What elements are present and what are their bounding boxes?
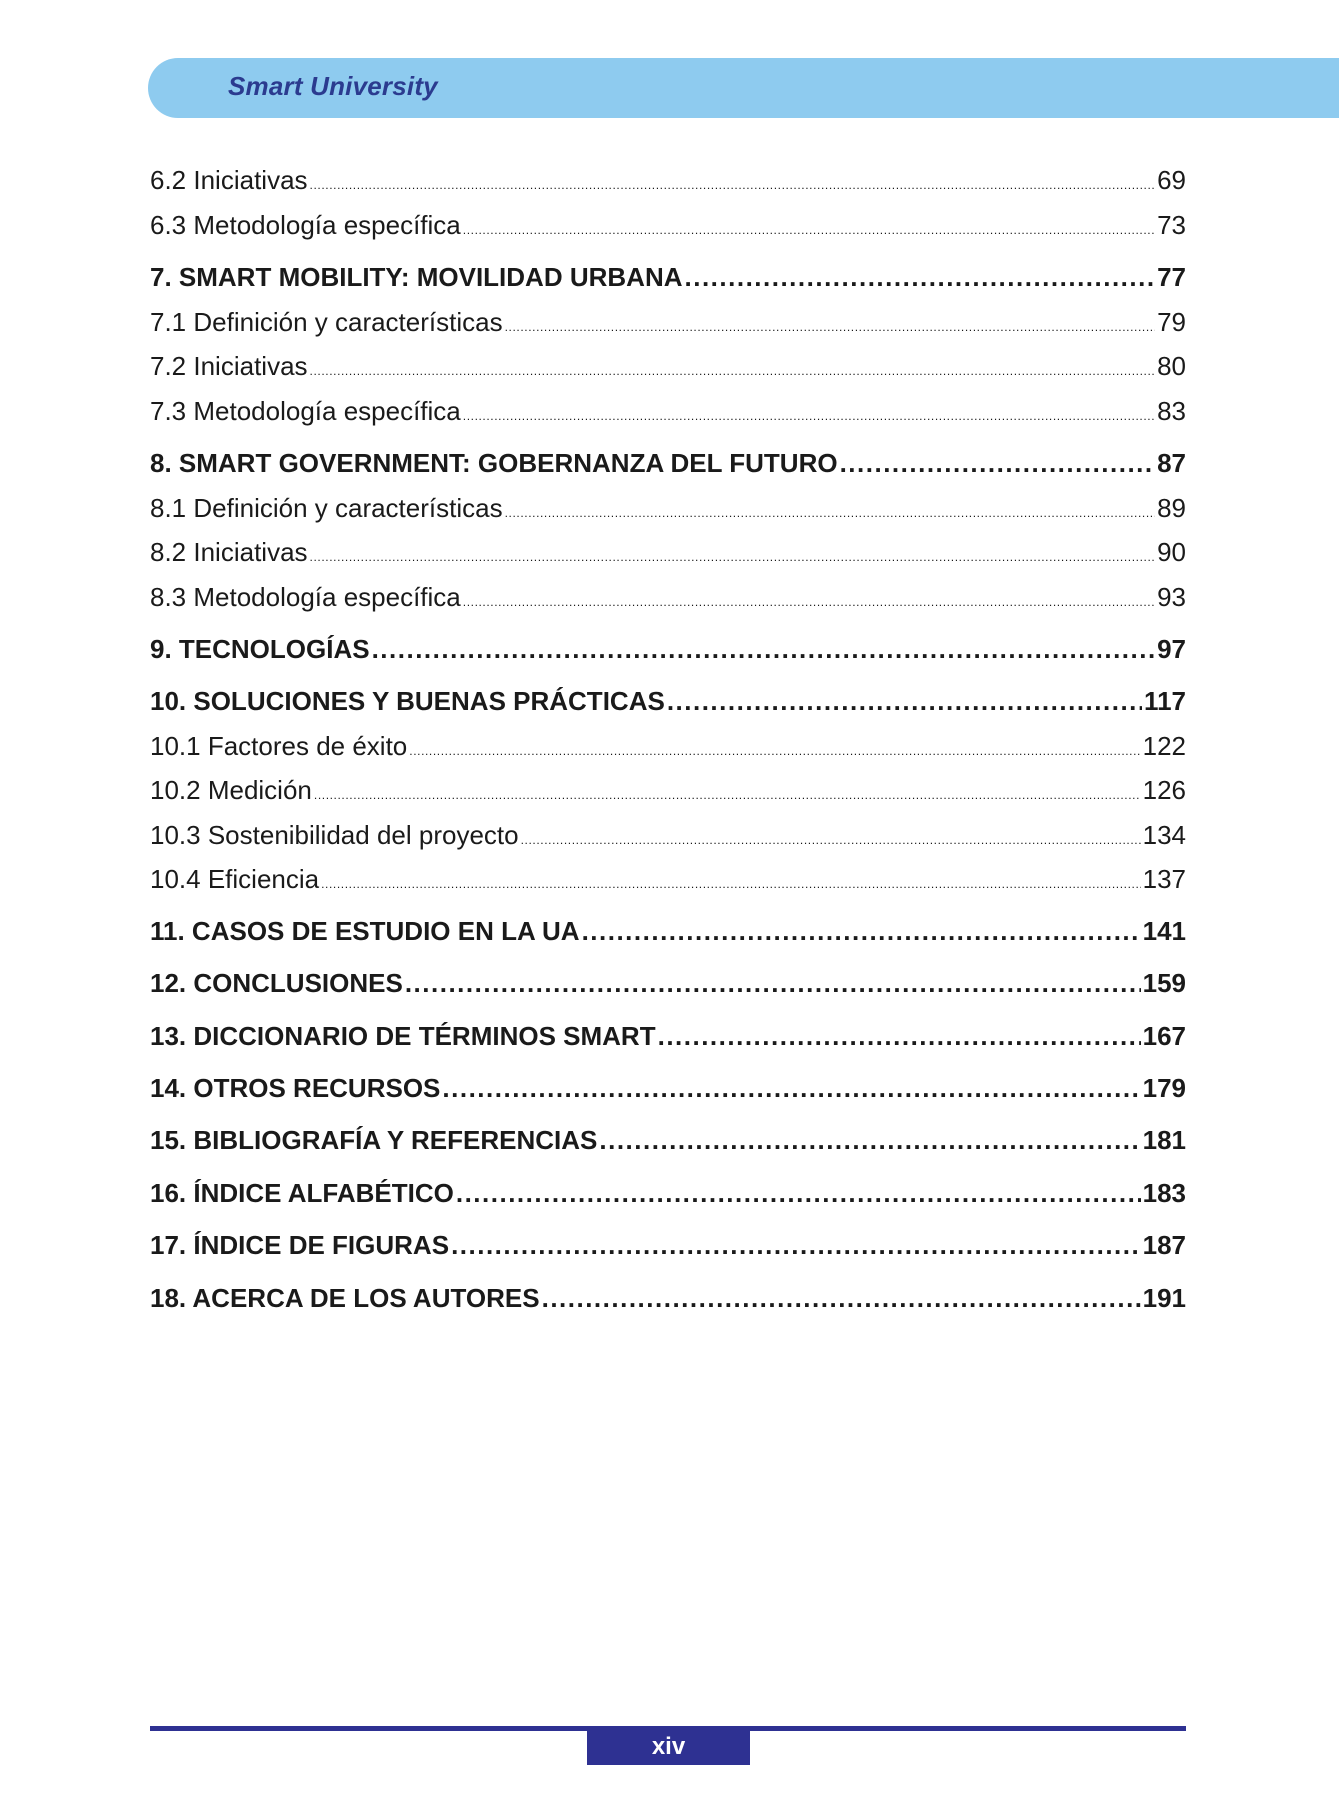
toc-chapter[interactable] xyxy=(150,1021,1186,1052)
dot-leader xyxy=(310,537,1156,568)
toc-chapter-label: 7. SMART MOBILITY: MOVILIDAD URBANA xyxy=(150,262,683,292)
dot-leader xyxy=(667,686,1142,717)
toc-chapter[interactable] xyxy=(150,916,1186,947)
toc-entry-page: 90 xyxy=(1157,537,1186,567)
toc-entry-label: 10.2 Medición xyxy=(150,775,312,805)
dot-leader xyxy=(442,1073,1140,1104)
toc-entry[interactable] xyxy=(150,731,1186,762)
toc-chapter[interactable] xyxy=(150,968,1186,999)
toc-entry-label: 10.3 Sostenibilidad del proyecto xyxy=(150,820,519,850)
running-header-title: Smart University xyxy=(228,71,438,101)
toc-chapter-label: 18. ACERCA DE LOS AUTORES xyxy=(150,1283,540,1313)
toc-chapter[interactable] xyxy=(150,1230,1186,1261)
toc-entry-page: 137 xyxy=(1142,864,1186,894)
toc-entry-page: 80 xyxy=(1157,351,1186,381)
dot-leader xyxy=(505,493,1155,524)
toc-entry-page: 79 xyxy=(1157,307,1186,337)
toc-entry[interactable] xyxy=(150,307,1186,338)
toc-entry[interactable] xyxy=(150,351,1186,382)
toc-entry-label: 10.1 Factores de éxito xyxy=(150,731,408,761)
dot-leader xyxy=(599,1125,1140,1156)
toc-chapter-page: 97 xyxy=(1157,634,1186,664)
toc-entry-label: 6.3 Metodología específica xyxy=(150,210,461,240)
toc-entry-label: 8.3 Metodología específica xyxy=(150,582,461,612)
toc-entry-label: 8.2 Iniciativas xyxy=(150,537,308,567)
toc-entry[interactable] xyxy=(150,582,1186,613)
toc-entry[interactable] xyxy=(150,493,1186,524)
toc-chapter-label: 14. OTROS RECURSOS xyxy=(150,1073,441,1103)
dot-leader xyxy=(840,448,1156,479)
toc-chapter-page: 179 xyxy=(1142,1073,1186,1103)
toc-entry-label: 7.1 Definición y características xyxy=(150,307,503,337)
toc-entry-page: 89 xyxy=(1157,493,1186,523)
dot-leader xyxy=(451,1230,1141,1261)
toc-chapter-page: 167 xyxy=(1142,1021,1186,1051)
dot-leader xyxy=(505,307,1155,338)
dot-leader xyxy=(310,351,1156,382)
page-number: xiv xyxy=(587,1731,750,1765)
toc-chapter-label: 10. SOLUCIONES Y BUENAS PRÁCTICAS xyxy=(150,686,665,716)
toc-entry-page: 83 xyxy=(1157,396,1186,426)
toc-entry[interactable] xyxy=(150,537,1186,568)
toc-entry-page: 73 xyxy=(1157,210,1186,240)
toc-chapter[interactable] xyxy=(150,448,1186,479)
toc-entry-page: 122 xyxy=(1142,731,1186,761)
toc-chapter-label: 8. SMART GOVERNMENT: GOBERNANZA DEL FUTURO xyxy=(150,448,838,478)
dot-leader xyxy=(463,582,1155,613)
toc-chapter-page: 187 xyxy=(1142,1230,1186,1260)
toc-entry-page: 126 xyxy=(1142,775,1186,805)
dot-leader xyxy=(521,820,1141,851)
toc-chapter-page: 183 xyxy=(1142,1178,1186,1208)
dot-leader xyxy=(463,396,1155,427)
toc-entry-label: 7.3 Metodología específica xyxy=(150,396,461,426)
toc-chapter-page: 191 xyxy=(1142,1283,1186,1313)
dot-leader xyxy=(310,165,1156,196)
dot-leader xyxy=(685,262,1156,293)
dot-leader xyxy=(321,864,1141,895)
toc-entry[interactable] xyxy=(150,210,1186,241)
dot-leader xyxy=(658,1021,1141,1052)
toc-entry-label: 7.2 Iniciativas xyxy=(150,351,308,381)
toc-chapter-label: 9. TECNOLOGÍAS xyxy=(150,634,370,664)
toc-entry-label: 10.4 Eficiencia xyxy=(150,864,320,894)
toc-entry-page: 93 xyxy=(1157,582,1186,612)
toc-chapter[interactable] xyxy=(150,634,1186,665)
toc-chapter[interactable] xyxy=(150,1178,1186,1209)
toc-chapter-page: 77 xyxy=(1157,262,1186,292)
toc-chapter-label: 12. CONCLUSIONES xyxy=(150,968,403,998)
toc-chapter-page: 159 xyxy=(1142,968,1186,998)
toc-chapter[interactable] xyxy=(150,1073,1186,1104)
dot-leader xyxy=(372,634,1156,665)
toc-entry-label: 8.1 Definición y características xyxy=(150,493,503,523)
toc-entry[interactable] xyxy=(150,820,1186,851)
toc-entry[interactable] xyxy=(150,396,1186,427)
toc-entry[interactable] xyxy=(150,165,1186,196)
dot-leader xyxy=(463,210,1155,241)
toc-chapter[interactable] xyxy=(150,262,1186,293)
toc-entry-label: 6.2 Iniciativas xyxy=(150,165,308,195)
dot-leader xyxy=(542,1283,1141,1314)
dot-leader xyxy=(409,731,1140,762)
toc-entry-page: 69 xyxy=(1157,165,1186,195)
dot-leader xyxy=(582,916,1141,947)
toc-chapter-label: 11. CASOS DE ESTUDIO EN LA UA xyxy=(150,916,580,946)
toc-chapter-label: 16. ÍNDICE ALFABÉTICO xyxy=(150,1178,454,1208)
dot-leader xyxy=(456,1178,1141,1209)
toc-entry[interactable] xyxy=(150,775,1186,806)
toc-chapter-label: 13. DICCIONARIO DE TÉRMINOS SMART xyxy=(150,1021,656,1051)
toc-chapter-page: 87 xyxy=(1157,448,1186,478)
toc-chapter[interactable] xyxy=(150,1283,1186,1314)
toc-entry[interactable] xyxy=(150,864,1186,895)
toc-chapter-page: 117 xyxy=(1144,686,1186,716)
dot-leader xyxy=(405,968,1141,999)
toc-chapter[interactable] xyxy=(150,1125,1186,1156)
toc-entry-page: 134 xyxy=(1142,820,1186,850)
toc-chapter-label: 15. BIBLIOGRAFÍA Y REFERENCIAS xyxy=(150,1125,598,1155)
toc-chapter[interactable] xyxy=(150,686,1186,717)
toc-chapter-page: 181 xyxy=(1142,1125,1186,1155)
header-band xyxy=(148,58,1339,118)
toc-chapter-page: 141 xyxy=(1142,916,1186,946)
toc-chapter-label: 17. ÍNDICE DE FIGURAS xyxy=(150,1230,450,1260)
dot-leader xyxy=(314,775,1141,806)
